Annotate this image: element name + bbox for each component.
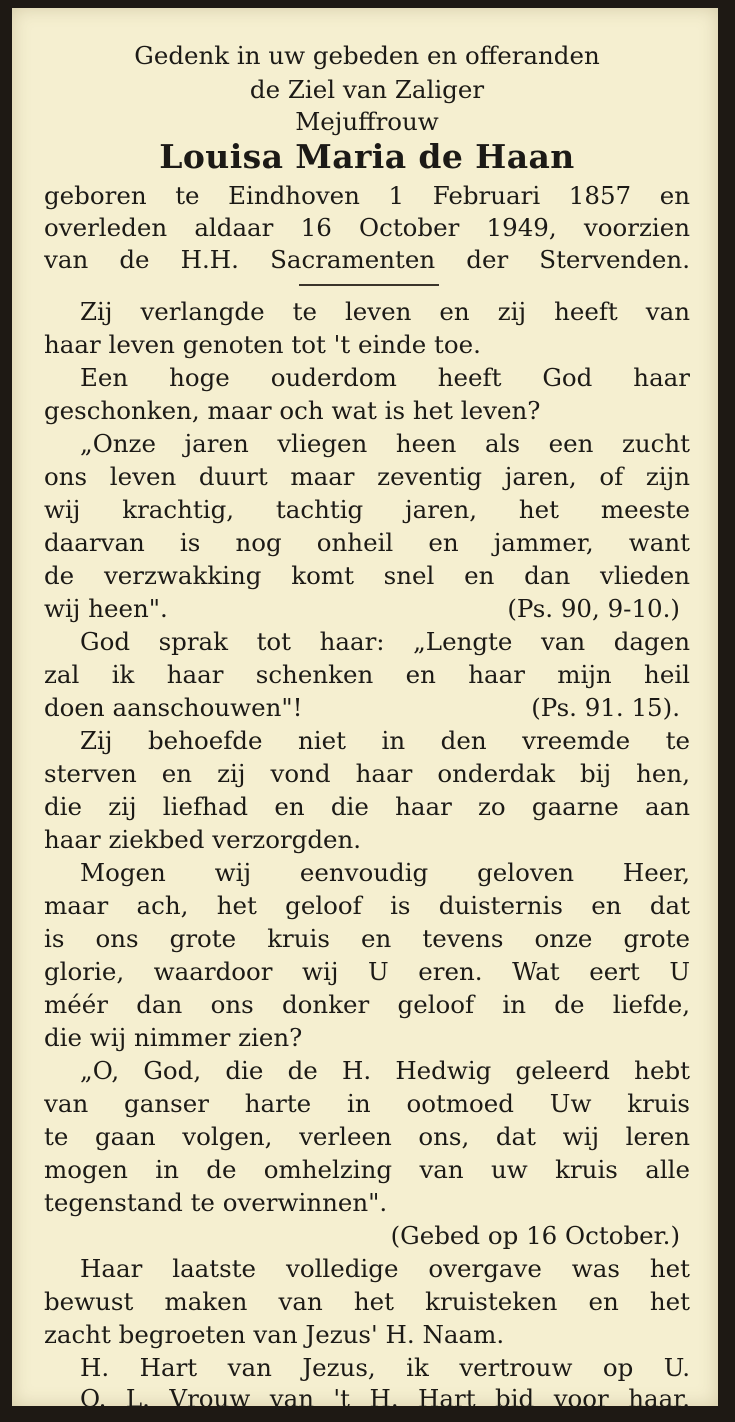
heading-title: Mejuffrouw <box>295 107 439 136</box>
divider <box>299 284 439 286</box>
body-line: glorie, waardoor wij U eren. Wat eert U <box>44 957 690 986</box>
body-line: bewust maken van het kruisteken en het <box>44 1287 690 1316</box>
prayer-citation: (Gebed op 16 October.) <box>390 1221 680 1250</box>
body-line: haar ziekbed verzorgden. <box>44 825 362 854</box>
body-line: Zij verlangde te leven en zij heeft van <box>80 297 690 326</box>
memorial-card <box>12 8 718 1406</box>
deceased-name: Louisa Maria de Haan <box>159 137 575 176</box>
psalm-citation: (Ps. 91. 15). <box>531 693 680 722</box>
body-line: daarvan is nog onheil en jammer, want <box>44 528 690 557</box>
body-line: Mogen wij eenvoudig geloven Heer, <box>80 858 690 887</box>
body-line: wij krachtig, tachtig jaren, het meeste <box>44 495 690 524</box>
body-line: wij heen". <box>44 594 168 623</box>
body-line: van ganser harte in ootmoed Uw kruis <box>44 1089 690 1118</box>
body-line: mogen in de omhelzing van uw kruis alle <box>44 1155 690 1184</box>
body-line: geschonken, maar och wat is het leven? <box>44 396 541 425</box>
body-line: God sprak tot haar: „Lengte van dagen <box>80 627 690 656</box>
body-line: is ons grote kruis en tevens onze grote <box>44 924 690 953</box>
body-line: méér dan ons donker geloof in de liefde, <box>44 990 690 1019</box>
closing-prayer: O. L. Vrouw van 't H. Hart bid voor haar. <box>80 1384 690 1407</box>
intro-line: geboren te Eindhoven 1 Februari 1857 en <box>44 181 690 210</box>
psalm-citation: (Ps. 90, 9-10.) <box>507 594 680 623</box>
body-line: maar ach, het geloof is duisternis en dat <box>44 891 690 920</box>
body-line: Zij behoefde niet in den vreemde te <box>80 726 690 755</box>
body-line: doen aanschouwen"! <box>44 693 303 722</box>
body-line: zacht begroeten van Jezus' H. Naam. <box>44 1320 505 1349</box>
heading-line-2: de Ziel van Zaliger <box>249 75 485 104</box>
body-line: tegenstand te overwinnen". <box>44 1188 388 1217</box>
intro-line: overleden aldaar 16 October 1949, voorzien <box>44 213 690 242</box>
body-line: Een hoge ouderdom heeft God haar <box>80 363 690 392</box>
body-line: Haar laatste volledige overgave was het <box>80 1254 690 1283</box>
closing-prayer: H. Hart van Jezus, ik vertrouw op U. <box>80 1353 690 1382</box>
heading-line-1: Gedenk in uw gebeden en offeranden <box>134 41 600 70</box>
body-line: de verzwakking komt snel en dan vlieden <box>44 561 690 590</box>
body-line: „Onze jaren vliegen heen als een zucht <box>80 429 690 458</box>
body-line: ons leven duurt maar zeventig jaren, of zijn <box>44 462 690 491</box>
intro-line: van de H.H. Sacramenten der Stervenden. <box>44 245 690 274</box>
body-line: haar leven genoten tot 't einde toe. <box>44 330 481 359</box>
body-line: zal ik haar schenken en haar mijn heil <box>44 660 690 689</box>
body-line: die wij nimmer zien? <box>44 1023 303 1052</box>
body-line: sterven en zij vond haar onderdak bij hen, <box>44 759 690 788</box>
body-line: die zij liefhad en die haar zo gaarne aan <box>44 792 690 821</box>
body-line: te gaan volgen, verleen ons, dat wij leren <box>44 1122 690 1151</box>
body-line: „O, God, die de H. Hedwig geleerd hebt <box>80 1056 690 1085</box>
